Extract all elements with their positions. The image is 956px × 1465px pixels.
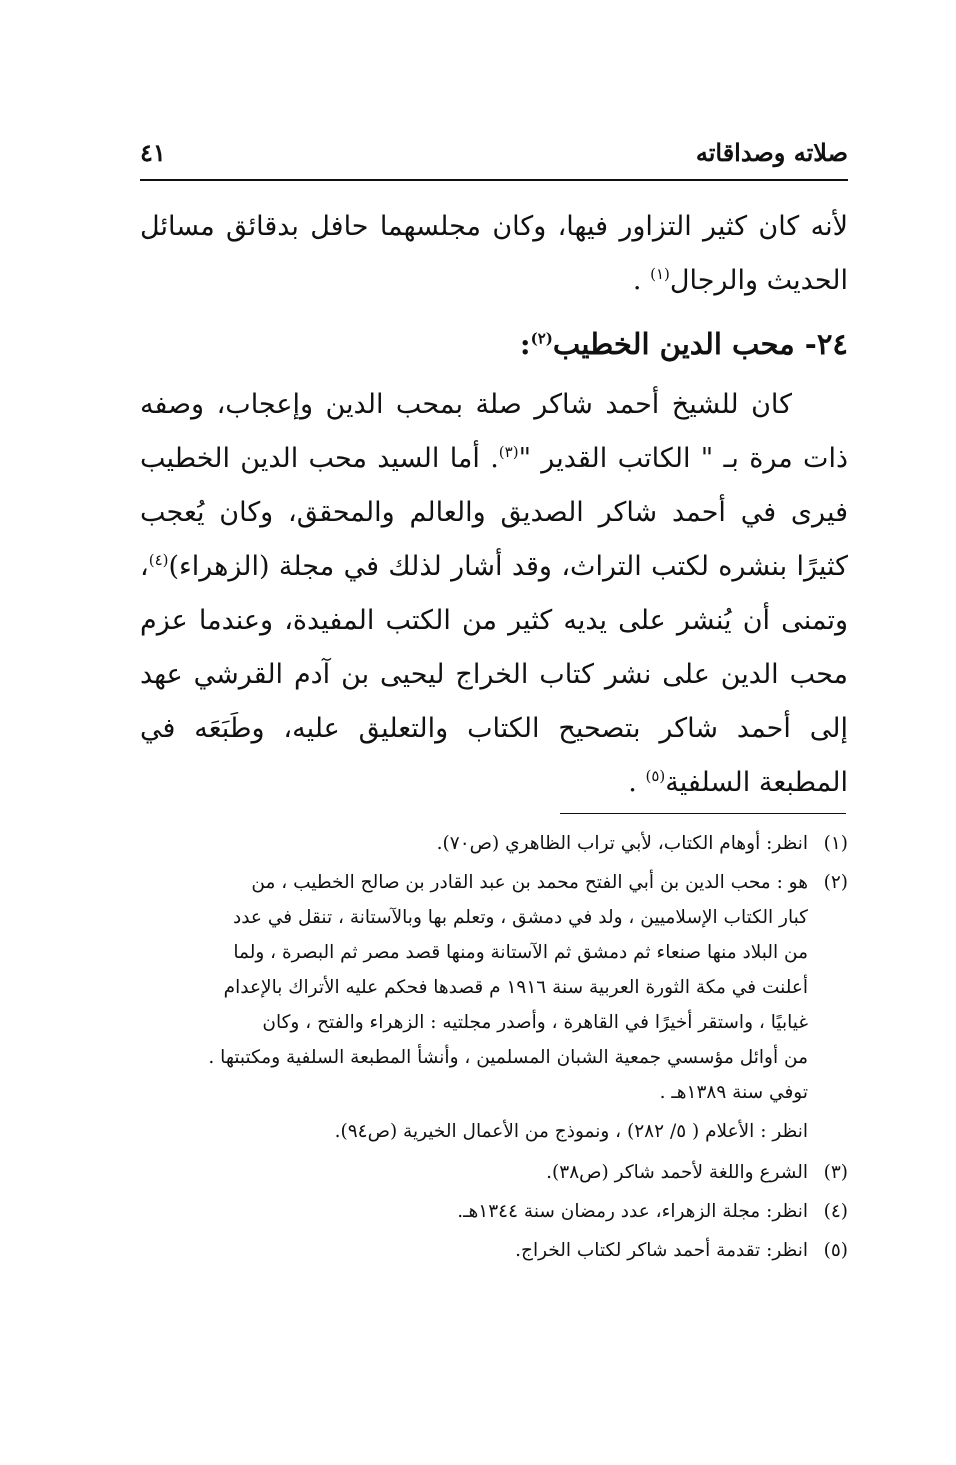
footnote-1-number: (١) — [823, 833, 848, 854]
footnote-2-source: انظر : الأعلام ( ٥/ ٢٨٢) ، ونموذج من الأعمال الخيرية (ص٩٤). — [334, 1121, 808, 1142]
paragraph-2 — [140, 378, 848, 810]
footnote-5 — [140, 1233, 848, 1268]
footnote-ref-2: (٢) — [530, 329, 553, 348]
section-heading — [140, 314, 848, 374]
running-title: صلاته وصداقاته — [695, 138, 848, 167]
page-header — [140, 138, 848, 178]
footnote-2 — [140, 865, 848, 1110]
paragraph-2-end: . — [628, 767, 637, 798]
paragraph-2-text-1: كان للشيخ أحمد شاكر صلة بمحب الدين وإعجاب، وصفه ذات مرة بـ " الكاتب القدير " — [140, 389, 849, 474]
footnote-2-line-4: أعلنت في مكة الثورة العربية سنة ١٩١٦ م قصدها فحكم عليه الأتراك بالإعدام — [223, 977, 808, 998]
main-text — [140, 200, 848, 810]
footnote-3-number: (٣) — [823, 1162, 848, 1183]
footnote-2-line-1: هو : محب الدين بن أبي الفتح محمد بن عبد القادر بن صالح الخطيب ، من — [251, 872, 808, 893]
footnote-4 — [140, 1194, 848, 1229]
paragraph-1-end: . — [632, 265, 642, 296]
footnote-2-line-2: كبار الكتاب الإسلاميين ، ولد في دمشق ، وتعلم بها وبالآستانة ، تنقل في عدد — [232, 907, 808, 928]
footnote-2-line-5: غيابيًا ، واستقر أخيرًا في القاهرة ، وأصدر مجلتيه : الزهراء والفتح ، وكان — [262, 1012, 808, 1033]
footnote-2-line-7: توفي سنة ١٣٨٩هـ . — [659, 1082, 808, 1103]
footnote-5-text: انظر: تقدمة أحمد شاكر لكتاب الخراج. — [515, 1240, 808, 1261]
footnote-3 — [140, 1155, 848, 1190]
paragraph-2-text-2: . أما السيد محب الدين الخطيب فيرى في أحمد شاكر الصديق والعالم والمحقق، وكان يُعجب كثيرًا بنشره لكتب التراث، وقد أشار لذلك في مجلة (الزهراء) — [140, 443, 848, 582]
footnote-1 — [140, 826, 848, 861]
footnote-2-line-3: من البلاد منها صنعاء ثم دمشق ثم الآستانة ومنها قصد مصر ثم البصرة ، ولما — [233, 942, 808, 963]
footnote-4-number: (٤) — [823, 1201, 848, 1222]
footnote-ref-5: (٥) — [645, 767, 666, 785]
footnote-ref-3: (٣) — [498, 443, 519, 461]
footnote-5-number: (٥) — [823, 1240, 848, 1261]
paragraph-1-text: لأنه كان كثير التزاور فيها، وكان مجلسهما حافل بدقائق مسائل الحديث والرجال — [140, 211, 848, 296]
footnotes — [140, 826, 848, 1272]
section-heading-end: : — [519, 327, 531, 361]
paragraph-2-text-3: ، وتمنى أن يُنشر على يديه كثير من الكتب المفيدة، وعندما عزم محب الدين على نشر كتاب الخراج ليحيى بن آدم القرشي عهد إلى أحمد شاكر بتصحيح الكتاب والتعليق عليه، وطَبَعَه في المطبعة السلفية — [140, 551, 848, 798]
section-heading-text: ٢٤- محب الدين الخطيب — [552, 327, 848, 361]
footnote-3-text: الشرع واللغة لأحمد شاكر (ص٣٨). — [546, 1162, 808, 1183]
footnote-4-text: انظر: مجلة الزهراء، عدد رمضان سنة ١٣٤٤هـ. — [457, 1201, 808, 1222]
footnote-2-number: (٢) — [823, 872, 848, 893]
page-number: ٤١ — [140, 138, 166, 167]
footnote-ref-1: (١) — [650, 265, 670, 283]
footnote-1-text: انظر: أوهام الكتاب، لأبي تراب الظاهري (ص٧٠). — [436, 833, 808, 854]
footnote-2-line-6: من أوائل مؤسسي جمعية الشبان المسلمين ، وأنشأ المطبعة السلفية ومكتبتها . — [208, 1047, 808, 1068]
footnote-ref-4: (٤) — [148, 551, 169, 569]
footnote-separator — [560, 813, 846, 814]
header-rule — [140, 179, 848, 181]
paragraph-1 — [140, 200, 848, 308]
